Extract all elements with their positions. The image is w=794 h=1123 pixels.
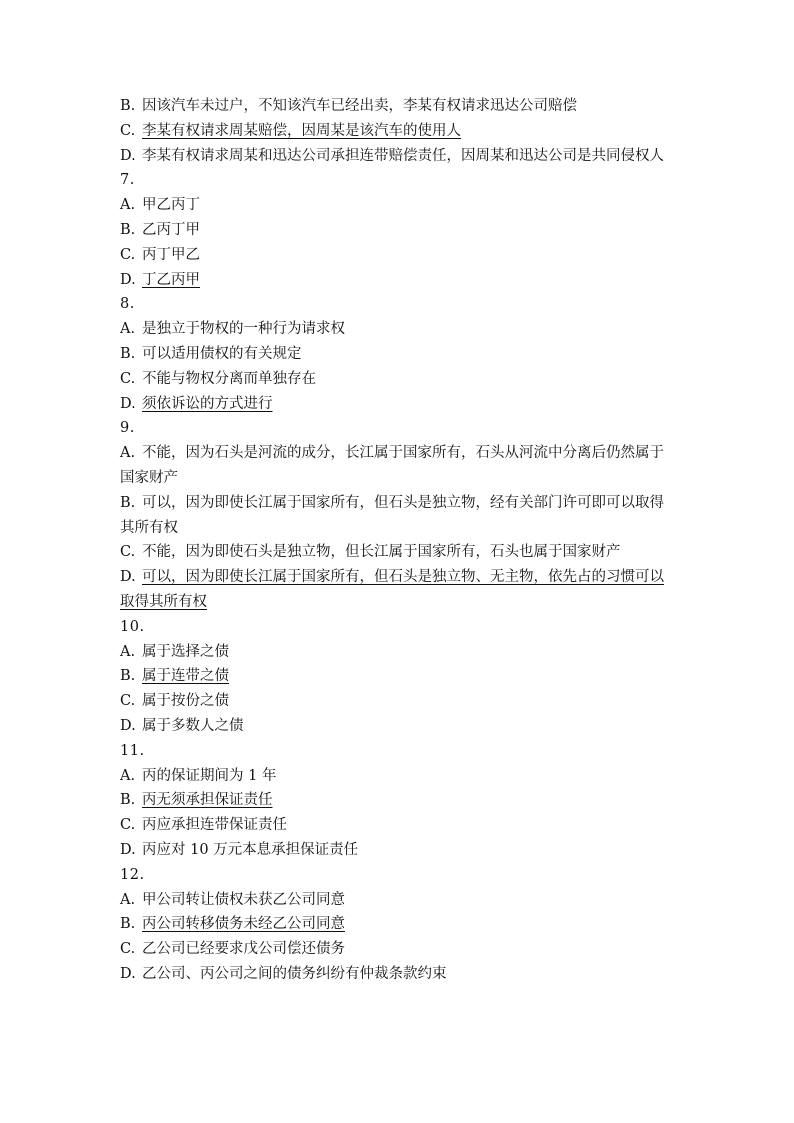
- correct-answer-text: 可以，因为即使长江属于国家所有，但石头是独立物、无主物，依先占的习惯可以取得其所有权: [120, 569, 664, 610]
- option-letter: B.: [120, 494, 136, 511]
- option-text: 属于按份之债: [142, 693, 229, 710]
- answer-option: [120, 94, 676, 119]
- option-letter: A.: [120, 767, 136, 784]
- answer-option: [120, 119, 676, 144]
- option-letter: B.: [120, 345, 136, 362]
- answer-option: [120, 218, 676, 243]
- question-list: [120, 94, 676, 987]
- answer-option: [120, 268, 676, 293]
- answer-option: [120, 392, 676, 417]
- answer-option: [120, 491, 676, 541]
- option-letter: A.: [120, 643, 136, 660]
- option-letter: C.: [120, 370, 136, 387]
- option-text: 甲公司转让债权未获乙公司同意: [142, 891, 345, 908]
- option-text: 乙公司已经要求戊公司偿还债务: [142, 941, 345, 958]
- option-letter: B.: [120, 668, 136, 685]
- option-text: 可以，因为即使长江属于国家所有，但石头是独立物，经有关部门许可即可以取得其所有权: [120, 494, 664, 536]
- option-text: 属于多数人之债: [142, 717, 244, 734]
- answer-option: [120, 367, 676, 392]
- option-text: 乙丙丁甲: [142, 221, 200, 238]
- correct-answer-text: 李某有权请求周某赔偿，因周某是该汽车的使用人: [142, 122, 461, 139]
- option-text: 乙公司、丙公司之间的债务纠纷有仲裁条款约束: [142, 965, 447, 982]
- option-letter: D.: [120, 395, 136, 412]
- option-letter: A.: [120, 197, 136, 214]
- question-number: 7.: [120, 172, 135, 189]
- option-text: 可以适用债权的有关规定: [142, 345, 302, 362]
- option-letter: B.: [120, 792, 136, 809]
- answer-option: [120, 243, 676, 268]
- question-number: 11.: [120, 742, 145, 759]
- correct-answer-text: 丁乙丙甲: [142, 271, 200, 288]
- correct-answer-text: 属于连带之债: [142, 668, 229, 685]
- answer-option: [120, 565, 676, 615]
- option-text: 丙应对 10 万元本息承担保证责任: [142, 841, 359, 858]
- option-text: 丙的保证期间为 1 年: [142, 767, 277, 784]
- option-letter: D.: [120, 271, 136, 288]
- option-text: 李某有权请求周某和迅达公司承担连带赔偿责任，因周某和迅达公司是共同侵权人: [142, 147, 664, 164]
- answer-option: [120, 888, 676, 913]
- option-text: 不能，因为即使石头是独立物，但长江属于国家所有，石头也属于国家财产: [142, 544, 621, 561]
- option-letter: D.: [120, 147, 136, 164]
- answer-option: [120, 764, 676, 789]
- answer-option: [120, 689, 676, 714]
- answer-option: [120, 342, 676, 367]
- correct-answer-text: 须依诉讼的方式进行: [142, 395, 273, 412]
- option-letter: B.: [120, 916, 136, 933]
- correct-answer-text: 丙公司转移债务未经乙公司同意: [142, 916, 345, 933]
- answer-option: [120, 640, 676, 665]
- option-letter: C.: [120, 544, 136, 561]
- answer-option: [120, 441, 676, 491]
- option-letter: A.: [120, 321, 136, 338]
- answer-option: [120, 193, 676, 218]
- option-text: 丙丁甲乙: [142, 246, 200, 263]
- option-text: 是独立于物权的一种行为请求权: [142, 321, 345, 338]
- correct-answer-text: 丙无须承担保证责任: [142, 792, 273, 809]
- option-text: 因该汽车未过户，不知该汽车已经出卖，李某有权请求迅达公司赔偿: [142, 98, 577, 114]
- option-text: 甲乙丙丁: [142, 197, 200, 214]
- answer-option: [120, 912, 676, 937]
- answer-option: [120, 962, 676, 987]
- answer-option: [120, 714, 676, 739]
- option-letter: A.: [120, 445, 136, 462]
- option-letter: D.: [120, 965, 136, 982]
- answer-option: [120, 144, 676, 169]
- option-letter: D.: [120, 569, 136, 586]
- answer-option: [120, 813, 676, 838]
- answer-option: [120, 788, 676, 813]
- option-letter: C.: [120, 246, 136, 263]
- option-letter: C.: [120, 817, 136, 834]
- option-letter: C.: [120, 693, 136, 710]
- question-number: 10.: [120, 618, 145, 635]
- option-letter: B.: [120, 221, 136, 238]
- question-number: 8.: [120, 296, 135, 313]
- answer-option: [120, 317, 676, 342]
- option-text: 不能与物权分离而单独存在: [142, 370, 316, 387]
- answer-option: [120, 540, 676, 565]
- option-letter: D.: [120, 841, 136, 858]
- question-number: 12.: [120, 866, 145, 883]
- option-letter: C.: [120, 122, 136, 139]
- option-text: 属于选择之债: [142, 643, 229, 660]
- option-letter: A.: [120, 891, 136, 908]
- option-letter: C.: [120, 941, 136, 958]
- option-text: 丙应承担连带保证责任: [142, 817, 287, 834]
- answer-option: [120, 664, 676, 689]
- answer-option: [120, 937, 676, 962]
- answer-option: [120, 838, 676, 863]
- option-letter: B.: [120, 98, 136, 114]
- option-text: 不能，因为石头是河流的成分，长江属于国家所有，石头从河流中分离后仍然属于国家财产: [120, 445, 664, 486]
- option-letter: D.: [120, 717, 136, 734]
- question-number: 9.: [120, 420, 135, 437]
